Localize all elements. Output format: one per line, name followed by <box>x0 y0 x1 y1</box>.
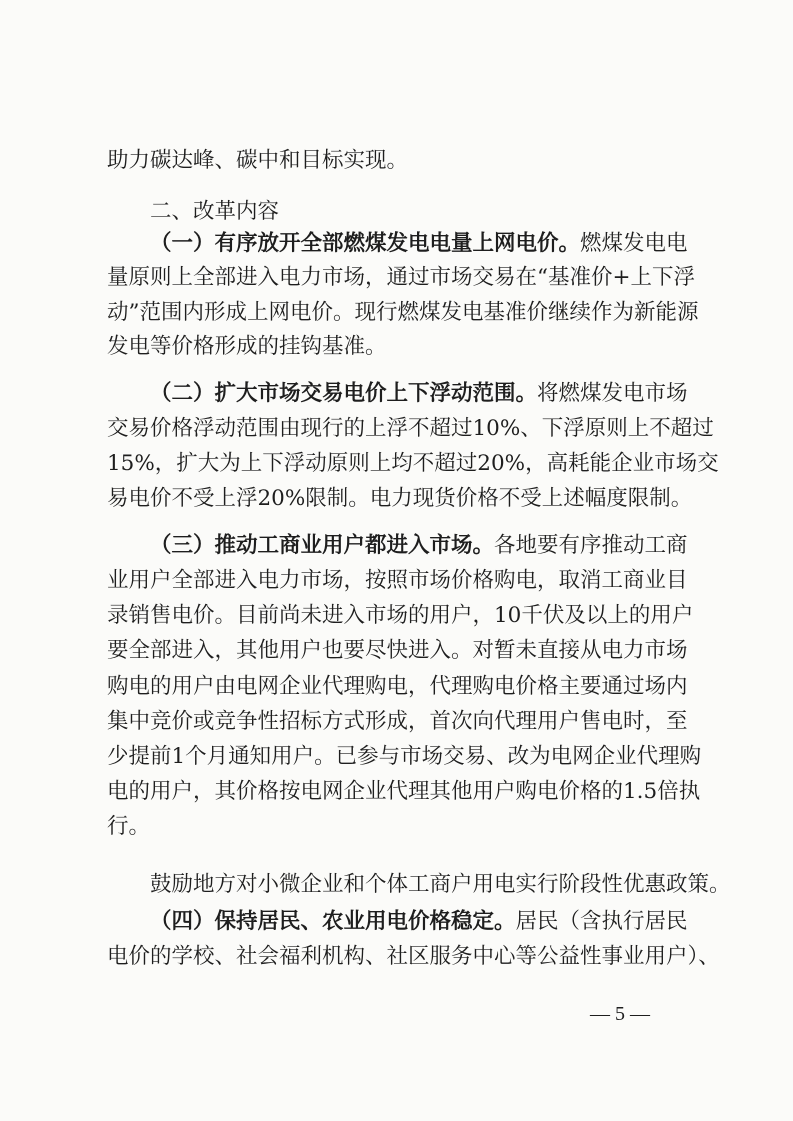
line-text: 录销售电价。目前尚未进入市场的用户，10千伏及以上的用户 <box>107 603 694 628</box>
subsection-line <box>150 909 687 935</box>
line-text: 要全部进入，其他用户也要尽快进入。对暂未直接从电力市场 <box>107 638 688 663</box>
line-text: 居民（含执行居民 <box>515 909 688 934</box>
subsection-heading: （四）保持居民、农业用电价格稳定。 <box>150 909 516 934</box>
text-line <box>107 148 687 174</box>
subsection-line <box>150 381 687 407</box>
text-line <box>107 265 696 291</box>
line-text: 燃煤发电电 <box>580 231 688 256</box>
line-text: 发电等价格形成的挂钩基准。 <box>107 334 387 359</box>
line-text: 易电价不受上浮20%限制。电力现货价格不受上述幅度限制。 <box>107 486 693 511</box>
subsection-line <box>150 231 687 257</box>
line-text: 业用户全部进入电力市场，按照市场价格购电，取消工商业目 <box>107 568 688 593</box>
line-text: 集中竞价或竞争性招标方式形成，首次向代理用户售电时，至 <box>107 709 688 734</box>
line-text: 鼓励地方对小微企业和个体工商户用电实行阶段性优惠政策。 <box>150 872 731 897</box>
text-line <box>107 568 687 594</box>
line-text: 15%，扩大为上下浮动原则上均不超过20%，高耗能企业市场交 <box>107 451 719 476</box>
text-line <box>107 603 694 629</box>
text-line <box>107 416 714 442</box>
line-text: 动”范围内形成上网电价。现行燃煤发电基准价继续作为新能源 <box>107 300 699 325</box>
line-text: 将燃煤发电市场 <box>537 381 688 406</box>
line-text: 行。 <box>107 814 151 839</box>
text-line <box>107 300 699 326</box>
subsection-heading: （二）扩大市场交易电价上下浮动范围。 <box>150 381 538 406</box>
text-line <box>107 944 720 970</box>
text-line <box>107 334 687 360</box>
subsection-heading: （三）推动工商业用户都进入市场。 <box>150 533 495 558</box>
subsection-heading: （一）有序放开全部燃煤发电电量上网电价。 <box>150 231 581 256</box>
section-heading <box>150 199 687 225</box>
page-number: — 5 — <box>590 1003 650 1025</box>
text-line <box>107 486 693 512</box>
text-line <box>107 709 687 735</box>
line-text: 交易价格浮动范围由现行的上浮不超过10%、下浮原则上不超过 <box>107 416 714 441</box>
line-text: 购电的用户由电网企业代理购电，代理购电价格主要通过场内 <box>107 674 688 699</box>
subsection-line <box>150 533 687 559</box>
line-text: 助力碳达峰、碳中和目标实现。 <box>107 148 409 173</box>
line-text: 二、改革内容 <box>150 199 280 224</box>
text-line <box>107 451 719 477</box>
text-line <box>107 638 687 664</box>
line-text: 各地要有序推动工商 <box>494 533 688 558</box>
line-text: 电的用户，其价格按电网企业代理其他用户购电价格的1.5倍执 <box>107 779 701 804</box>
text-line <box>107 814 687 840</box>
text-line <box>107 779 701 805</box>
text-line <box>107 744 702 770</box>
line-text: 电价的学校、社会福利机构、社区服务中心等公益性事业用户）、 <box>107 944 720 969</box>
line-text: 少提前1个月通知用户。已参与市场交易、改为电网企业代理购 <box>107 744 702 769</box>
text-line <box>107 674 687 700</box>
text-line <box>150 872 731 898</box>
line-text: 量原则上全部进入电力市场，通过市场交易在“基准价+上下浮 <box>107 265 696 290</box>
